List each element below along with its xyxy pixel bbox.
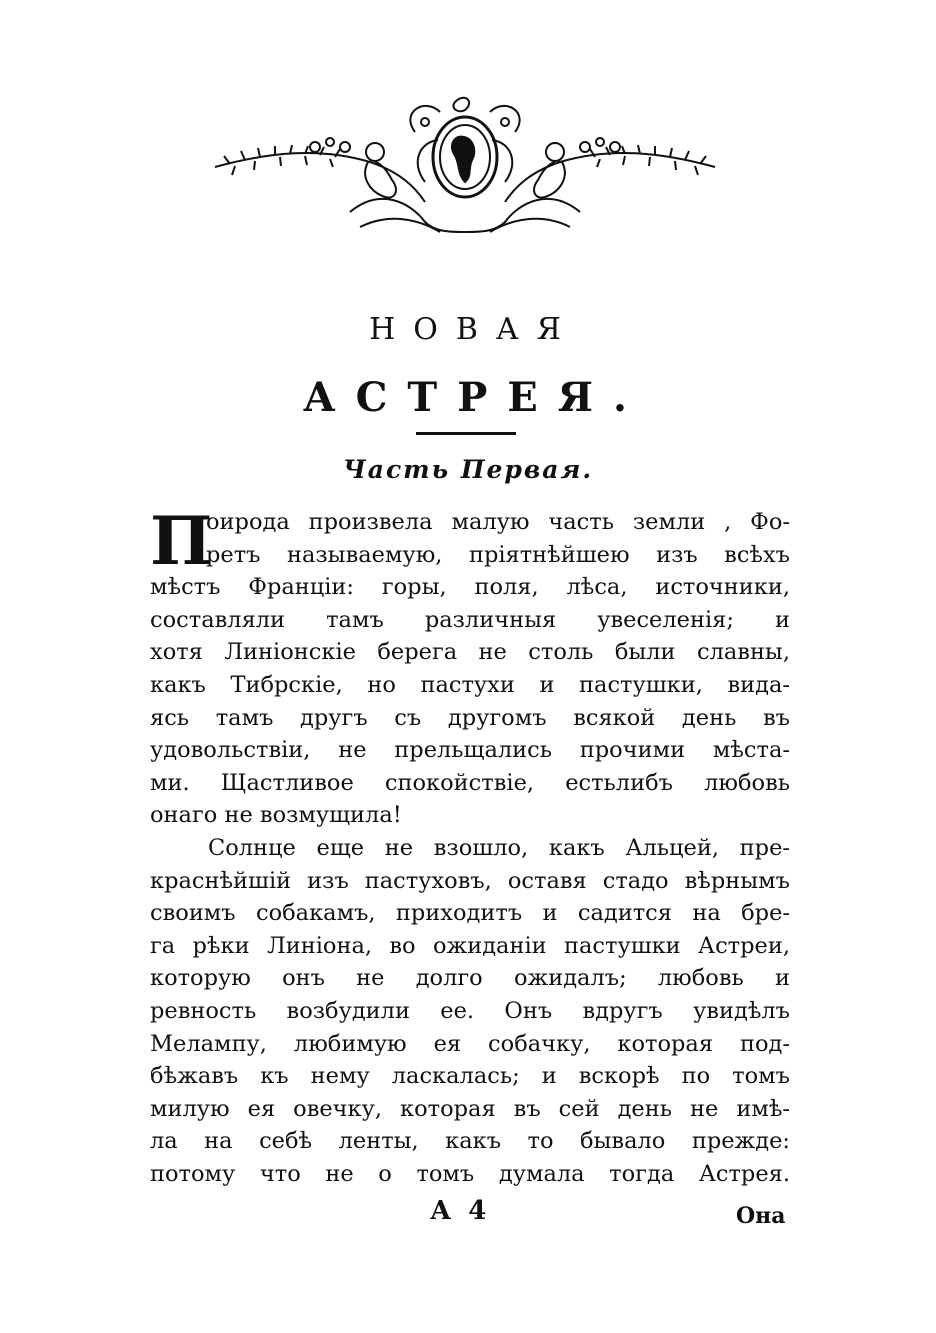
signature-mark: А 4 (430, 1196, 491, 1226)
text-line: ла на себѣ ленты, какъ то бывало прежде: (150, 1128, 790, 1155)
text-line: Мелампу, любимую ея собачку, которая под- (150, 1030, 790, 1057)
text-line: краснѣйшій изъ пастуховъ, оставя стадо вѣрнымъ (150, 867, 790, 894)
text-line: ретъ называемую, пріятнѣйшею изъ всѣхъ (206, 541, 790, 568)
catchword: Она (736, 1203, 786, 1229)
title-rule (416, 432, 516, 435)
text-line: милую ея овечку, которая въ сей день не имѣ- (150, 1095, 790, 1122)
text-line: Солнце еще не взошло, какъ Альцей, пре- (208, 834, 790, 861)
headpiece-ornament-icon (210, 92, 720, 242)
text-line: которую онъ не долго ожидалъ; любовь и (150, 965, 790, 992)
text-line: га рѣки Линіона, во ожиданіи пастушки Астреи, (150, 932, 790, 959)
body-text (150, 502, 790, 1190)
text-line: хотя Линіонскіе берега не столь были славны, (150, 639, 790, 666)
text-line: ми. Щастливое спокойствіе, естьлибъ любовь (150, 769, 790, 796)
part-title: Часть Первая. (342, 455, 594, 484)
text-line: бѣжавъ къ нему ласкалась; и вскорѣ по томъ (150, 1063, 790, 1090)
text-line: удовольствіи, не прельщались прочими мѣста- (150, 737, 790, 764)
text-line: онаго не возмущила! (150, 802, 402, 829)
text-line: составляли тамъ различныя увеселенія; и (150, 606, 790, 633)
title-line-2: АСТРЕЯ. (303, 374, 647, 421)
drop-cap: П (150, 502, 213, 580)
text-line: мѣстъ Франціи: горы, поля, лѣса, источники, (150, 574, 790, 601)
text-line: какъ Тибрскіе, но пастухи и пастушки, вида- (150, 671, 790, 698)
text-line: ревность возбудили ее. Онъ вдругъ увидѣлъ (150, 997, 790, 1024)
title-line-1: НОВАЯ (369, 312, 579, 347)
text-line: своимъ собакамъ, приходитъ и садится на бре- (150, 900, 790, 927)
text-line: оирода произвела малую часть земли , Фо- (206, 509, 790, 535)
text-line: ясь тамъ другъ съ другомъ всякой день въ (150, 704, 790, 731)
text-line: потому что не о томъ думала тогда Астрея. (150, 1160, 790, 1187)
